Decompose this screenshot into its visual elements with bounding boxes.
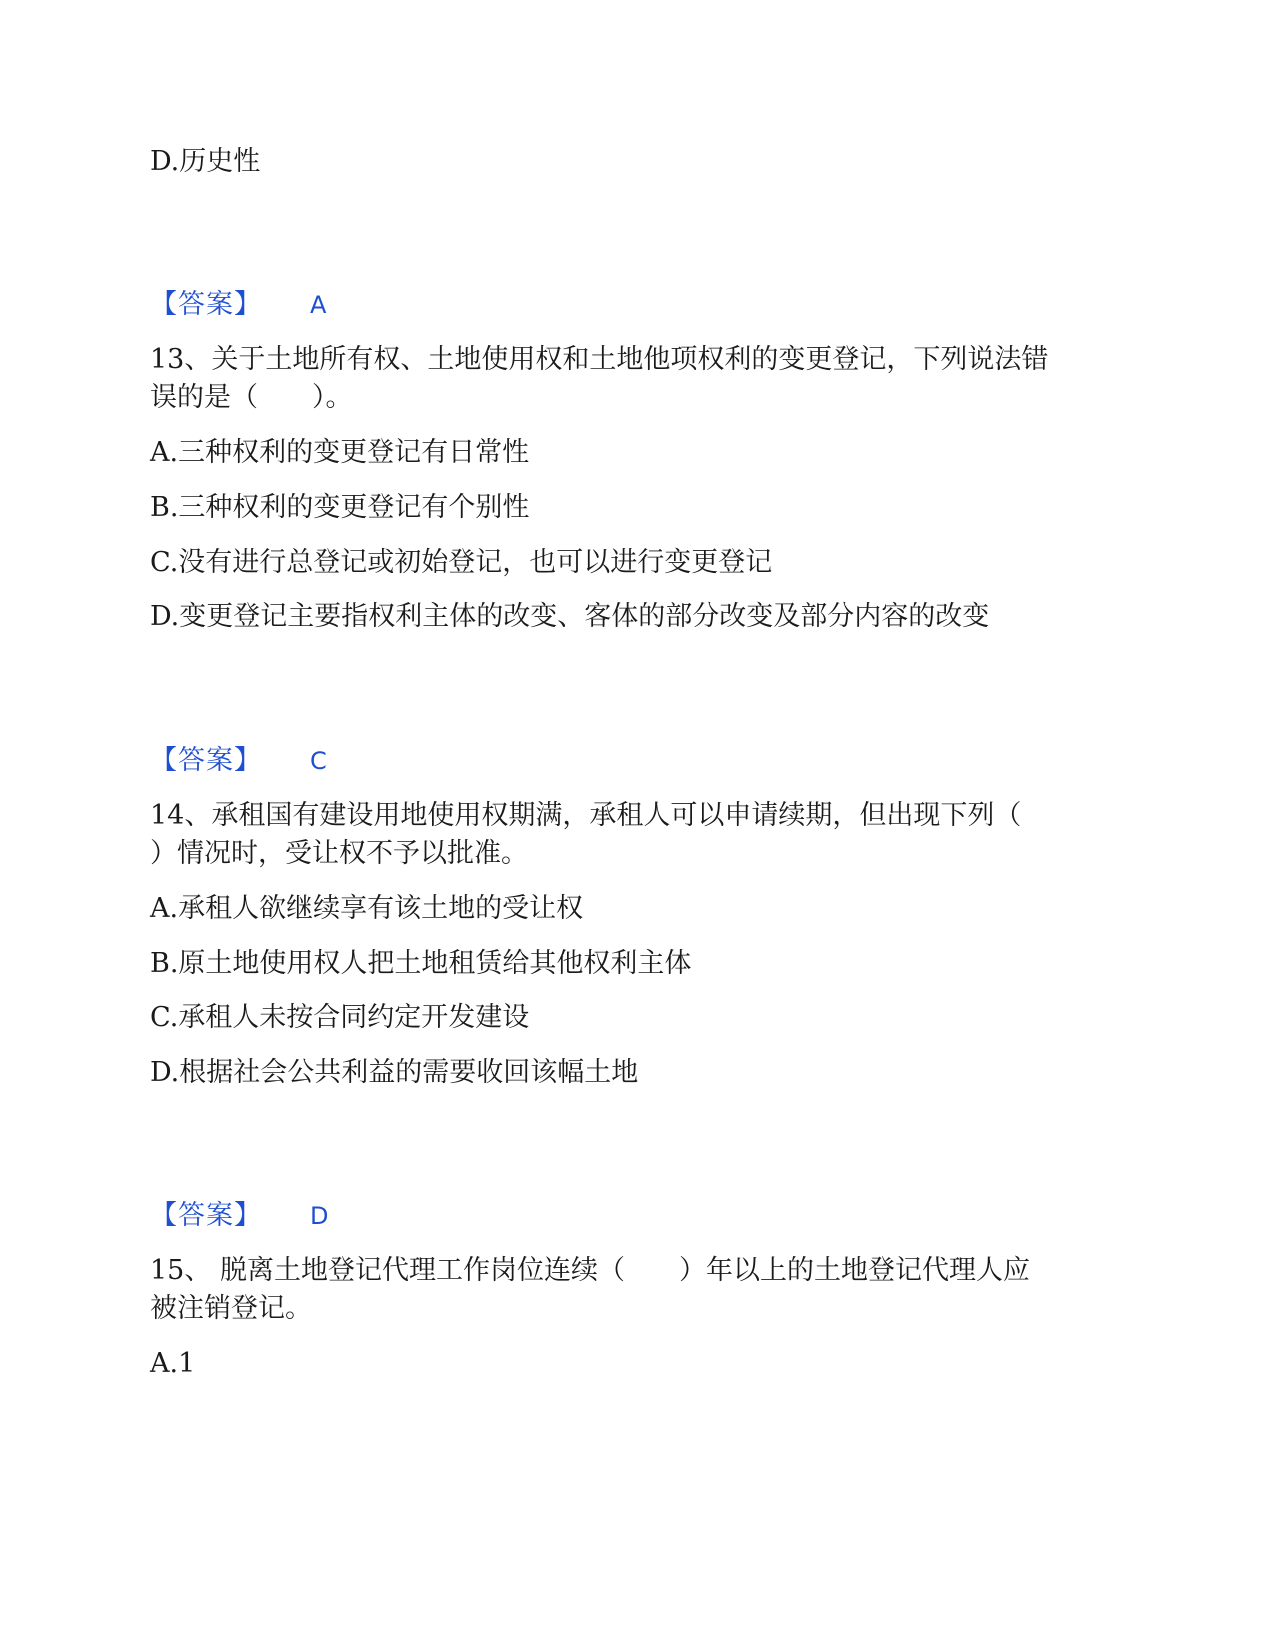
- q13-option-b: B.三种权利的变更登记有个别性: [150, 492, 530, 523]
- q14-option-a: A.承租人欲继续享有该土地的受让权: [150, 893, 584, 924]
- answer-value: A: [310, 291, 327, 319]
- question-14-line-1: 14、承租国有建设用地使用权期满，承租人可以申请续期，但出现下列（: [150, 800, 1022, 831]
- answer-value: C: [310, 747, 327, 775]
- q14-option-c: C.承租人未按合同约定开发建设: [150, 1002, 530, 1033]
- answer-q12: [150, 285, 326, 325]
- answer-q13: [150, 741, 327, 781]
- question-14-line-2: ）情况时，受让权不予以批准。: [150, 838, 528, 869]
- q15-option-a: A.1: [150, 1348, 196, 1379]
- q13-option-c: C.没有进行总登记或初始登记，也可以进行变更登记: [150, 547, 773, 578]
- answer-label: 【答案】: [150, 745, 262, 776]
- answer-value: D: [310, 1202, 329, 1230]
- q14-option-d: D.根据社会公共利益的需要收回该幅土地: [150, 1057, 639, 1088]
- answer-q14: [150, 1196, 328, 1236]
- question-13-line-2: 误的是（ ）。: [150, 382, 353, 413]
- q13-option-d: D.变更登记主要指权利主体的改变、客体的部分改变及部分内容的改变: [150, 601, 990, 632]
- option-d-q12: D.历史性: [150, 146, 261, 177]
- answer-label: 【答案】: [150, 1200, 262, 1231]
- answer-label: 【答案】: [150, 289, 262, 320]
- q14-option-b: B.原土地使用权人把土地租赁给其他权利主体: [150, 948, 692, 979]
- question-13-line-1: 13、关于土地所有权、土地使用权和土地他项权利的变更登记，下列说法错: [150, 344, 1049, 375]
- question-15-line-2: 被注销登记。: [150, 1293, 312, 1324]
- question-15-line-1: 15、 脱离土地登记代理工作岗位连续（ ）年以上的土地登记代理人应: [150, 1255, 1030, 1286]
- q13-option-a: A.三种权利的变更登记有日常性: [150, 437, 530, 468]
